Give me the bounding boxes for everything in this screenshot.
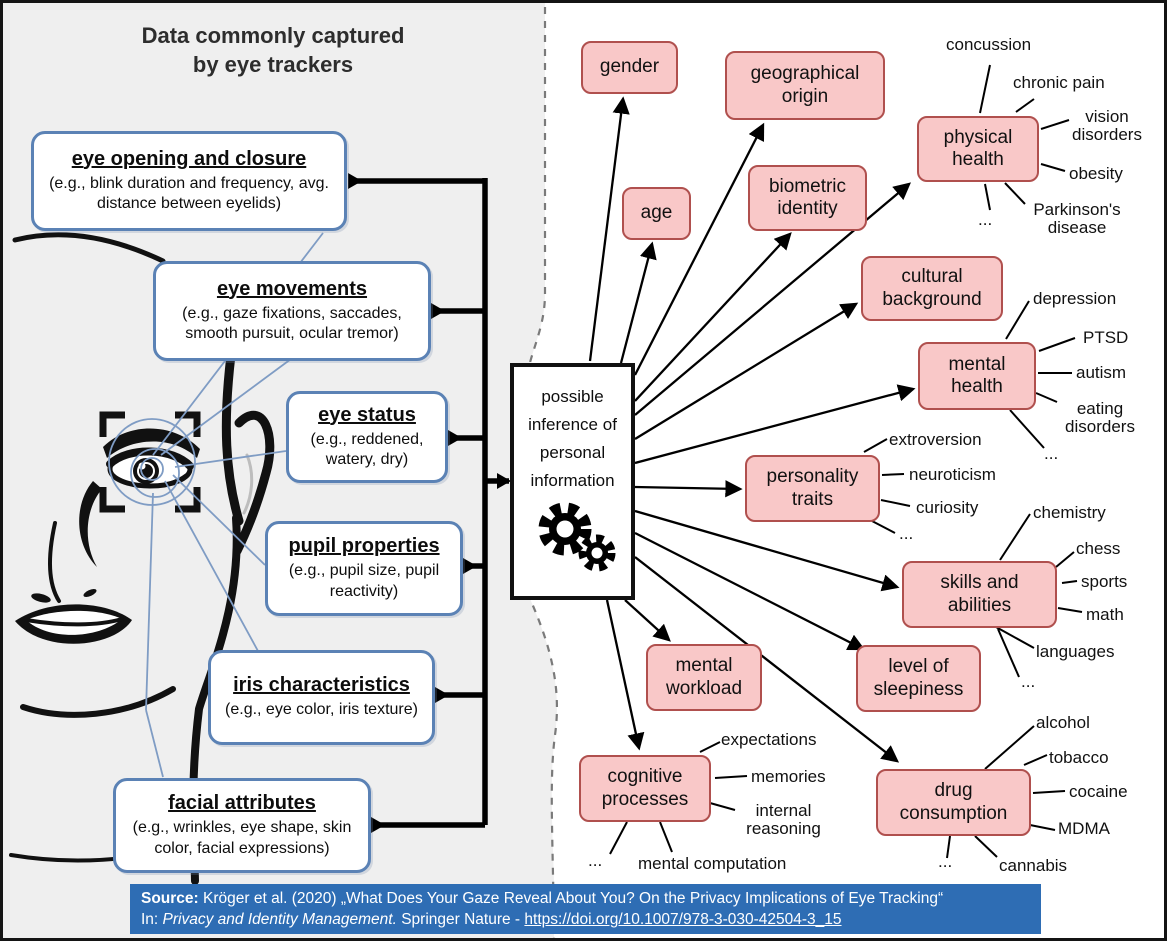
leaf-languages: languages <box>1036 642 1115 661</box>
title-line-2: by eye trackers <box>192 52 354 78</box>
data-box-eye-movements <box>153 261 431 361</box>
inference-label: biometric identity <box>768 175 847 219</box>
leaf-expectations: expectations <box>721 730 817 749</box>
leaf-vision-disorders: vision disorders <box>1072 107 1142 144</box>
data-box-desc: (e.g., pupil size, pupil reactivity) <box>288 562 440 600</box>
leaf-ptsd: PTSD <box>1083 328 1129 347</box>
leaf-eating-disorders: eating disorders <box>1065 399 1135 436</box>
leaf-depression: depression <box>1033 289 1117 308</box>
leaf-autism: autism <box>1076 363 1127 382</box>
inference-box-personality-traits <box>745 455 880 522</box>
data-box-title: eye movements <box>216 277 368 300</box>
inference-box-skills-and-abilities <box>902 561 1057 628</box>
source-journal: Privacy and Identity Management. <box>162 911 397 929</box>
inference-box-gender <box>581 41 678 94</box>
leaf-cannabis: cannabis <box>999 856 1068 875</box>
leaf-parkinsons-disease: Parkinson's disease <box>1033 200 1121 237</box>
data-box-pupil-properties <box>265 521 463 616</box>
left-panel-title <box>98 21 448 79</box>
data-box-desc: (e.g., gaze fixations, saccades, smooth pursuit, ocular tremor) <box>182 304 402 342</box>
inference-label: level of sleepiness <box>873 656 964 700</box>
inference-label: physical health <box>943 126 1013 170</box>
inference-label: drug consumption <box>899 780 1008 824</box>
data-box-title: iris characteristics <box>233 674 410 697</box>
leaf-ellipsis-physical-health: ... <box>978 210 993 229</box>
data-box-title: eye status <box>318 403 416 426</box>
leaf-ellipsis-mental-health: ... <box>1044 444 1059 463</box>
data-box-desc: (e.g., wrinkles, eye shape, skin color, facial expressions) <box>132 819 352 857</box>
leaf-chemistry: chemistry <box>1033 503 1106 522</box>
inference-label: cognitive processes <box>601 766 689 810</box>
data-box-desc: (e.g., reddened, watery, dry) <box>310 430 424 468</box>
leaf-internal-reasoning: internal reasoning <box>746 801 821 838</box>
leaf-cocaine: cocaine <box>1069 782 1128 801</box>
leaf-ellipsis-personality: ... <box>899 524 914 543</box>
leaf-extroversion: extroversion <box>889 430 982 449</box>
doi-link[interactable]: https://doi.org/10.1007/978-3-030-42504-3_15 <box>524 911 842 929</box>
leaf-chess: chess <box>1076 539 1121 558</box>
inference-box-biometric-identity <box>748 165 867 231</box>
inference-label: geographical origin <box>750 63 860 107</box>
inference-label: age <box>640 202 673 224</box>
leaf-tobacco: tobacco <box>1049 748 1109 767</box>
leaf-obesity: obesity <box>1069 164 1123 183</box>
inference-box-cultural-background <box>861 256 1003 321</box>
inference-label: mental health <box>948 353 1006 397</box>
source-line-1 <box>141 888 1030 909</box>
gears-icon <box>514 497 631 580</box>
source-line-2 <box>141 909 1030 930</box>
inference-box-mental-workload <box>646 644 762 711</box>
leaf-ellipsis-drug: ... <box>938 852 953 871</box>
data-box-eye-status <box>286 391 448 483</box>
inference-label: personality traits <box>766 466 859 510</box>
inference-label: mental workload <box>665 655 743 699</box>
inference-label: skills and abilities <box>940 572 1019 616</box>
leaf-curiosity: curiosity <box>916 498 979 517</box>
inference-box-drug-consumption <box>876 769 1031 836</box>
source-citation: Kröger et al. (2020) „What Does Your Gaze Reveal About You? On the Privacy Implications of Eye Tracking“ <box>198 890 944 907</box>
source-in-prefix: In: <box>141 911 163 929</box>
source-label: Source: <box>141 890 199 907</box>
data-box-title: eye opening and closure <box>71 147 307 170</box>
leaf-ellipsis-cognitive: ... <box>588 851 603 870</box>
inference-box-age <box>622 187 691 240</box>
data-box-eye-opening-and-closure <box>31 131 347 231</box>
leaf-memories: memories <box>751 767 826 786</box>
data-box-title: facial attributes <box>168 792 316 815</box>
leaf-mental-computation: mental computation <box>638 854 787 873</box>
source-publisher: Springer Nature - <box>396 911 525 929</box>
leaf-mdma: MDMA <box>1058 819 1110 838</box>
inference-engine-box <box>510 363 635 600</box>
title-line-1: Data commonly captured <box>141 23 405 48</box>
leaf-ellipsis-skills: ... <box>1021 672 1036 691</box>
leaf-alcohol: alcohol <box>1036 713 1090 732</box>
data-box-desc: (e.g., blink duration and frequency, avg. distance between eyelids) <box>49 174 329 212</box>
leaf-neuroticism: neuroticism <box>909 465 996 484</box>
inference-box-level-of-sleepiness <box>856 645 981 712</box>
source-attribution-bar <box>130 884 1041 934</box>
leaf-math: math <box>1086 605 1124 624</box>
inference-box-cognitive-processes <box>579 755 711 822</box>
data-box-facial-attributes <box>113 778 371 873</box>
inference-label: gender <box>599 56 660 78</box>
leaf-chronic-pain: chronic pain <box>1013 73 1105 92</box>
data-box-iris-characteristics <box>208 650 435 745</box>
data-box-title: pupil properties <box>288 535 440 558</box>
inference-box-geographical-origin <box>725 51 885 120</box>
inference-box-physical-health <box>917 116 1039 182</box>
inference-engine-label: possible inference of personal information <box>528 387 617 491</box>
leaf-concussion: concussion <box>946 35 1032 54</box>
leaf-sports: sports <box>1081 572 1128 591</box>
data-box-desc: (e.g., eye color, iris texture) <box>225 701 418 719</box>
inference-box-mental-health <box>918 342 1036 410</box>
inference-label: cultural background <box>882 266 982 310</box>
